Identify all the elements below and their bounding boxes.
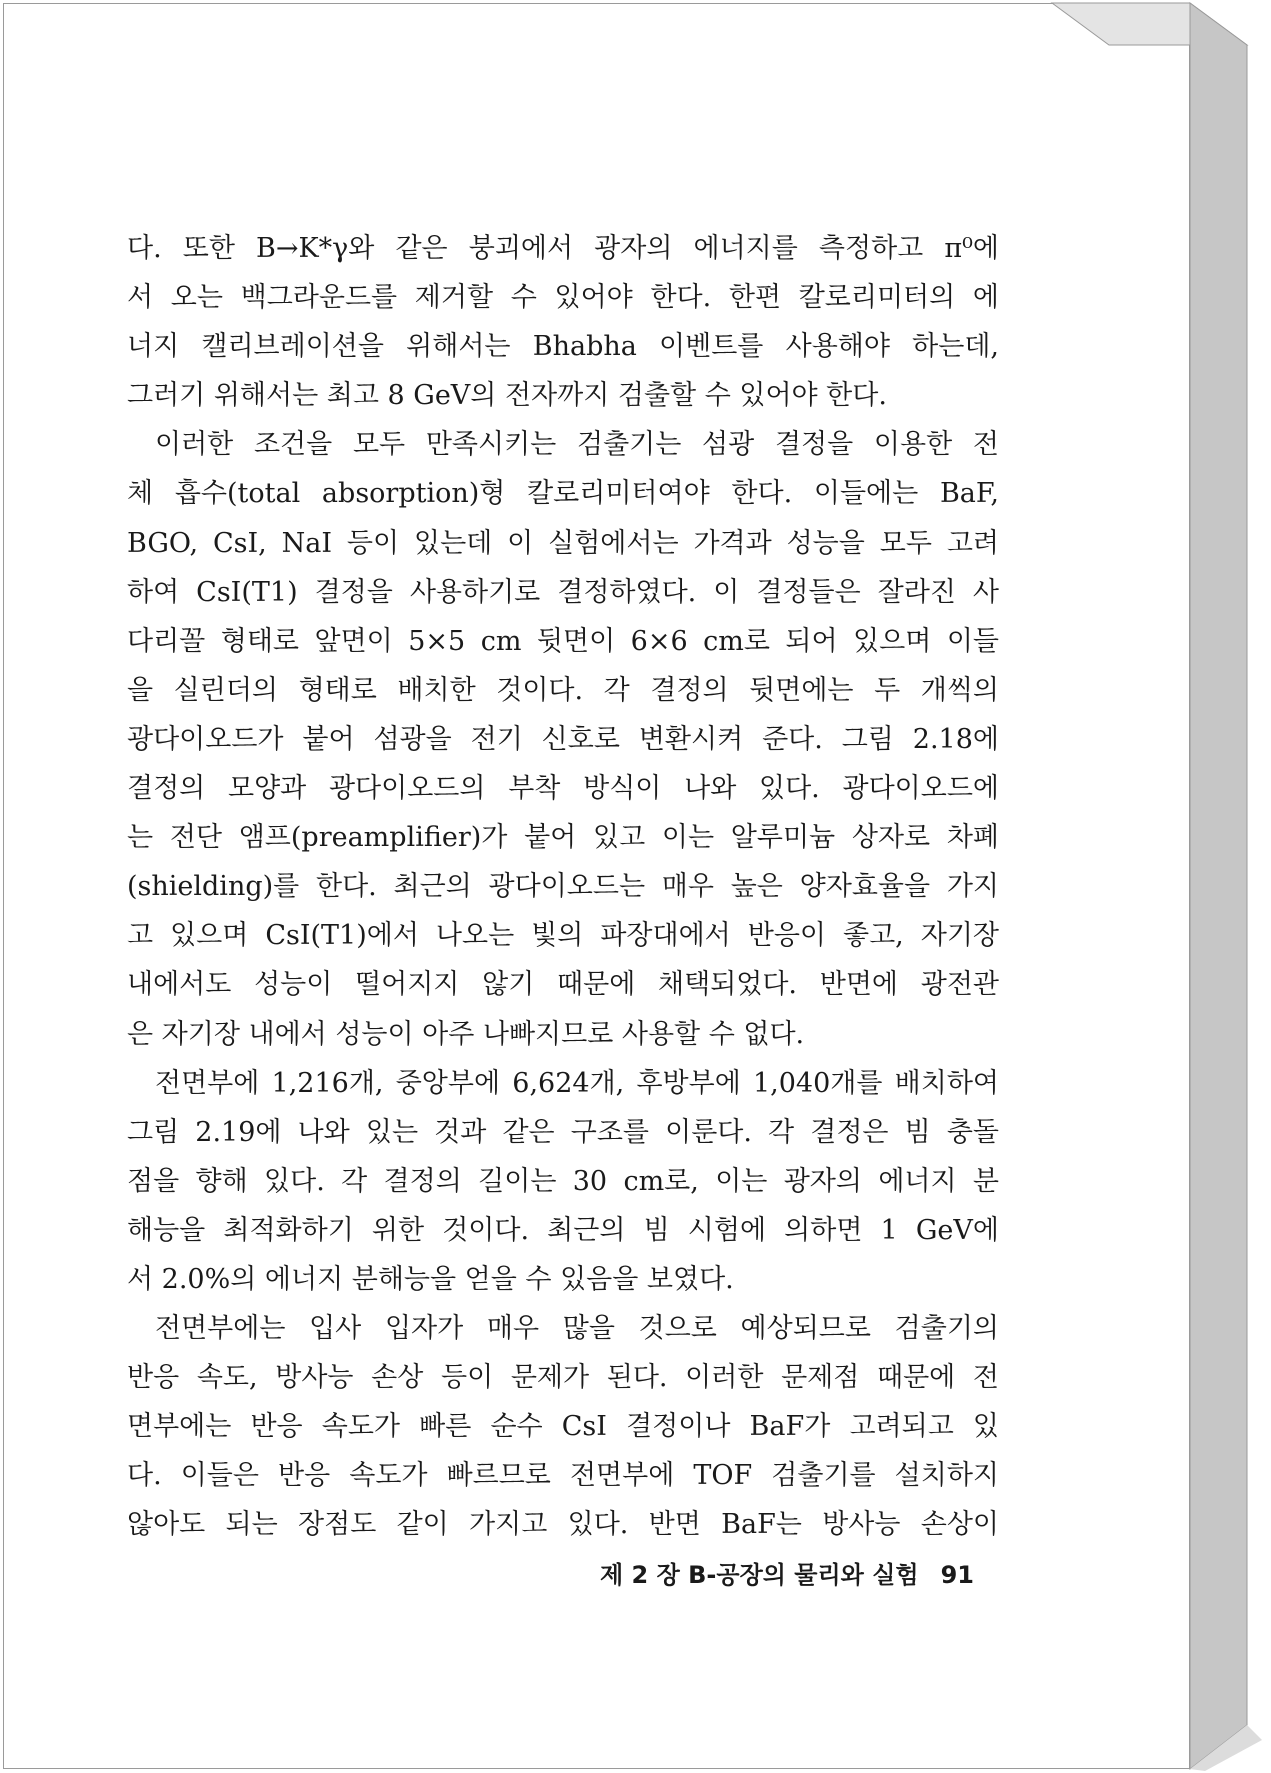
body-text — [127, 224, 999, 1550]
text-line: 너지 캘리브레이션을 위해서는 Bhabha 이벤트를 사용해야 하는데, — [127, 331, 999, 363]
text-line: 면부에는 반응 속도가 빠른 순수 CsI 결정이나 BaF가 고려되고 있 — [127, 1411, 999, 1443]
paragraph — [127, 224, 999, 420]
text-line: 체 흡수(total absorption)형 칼로리미터여야 한다. 이들에는 BaF, — [127, 478, 999, 510]
text-line: 광다이오드가 붙어 섬광을 전기 신호로 변환시켜 준다. 그림 2.18에 — [127, 723, 999, 755]
text-line: 결정의 모양과 광다이오드의 부착 방식이 나와 있다. 광다이오드에 — [127, 773, 999, 805]
text-line: 서 2.0%의 에너지 분해능을 얻을 수 있음을 보였다. — [127, 1263, 734, 1295]
text-line: 다. 또한 B→K*γ와 같은 붕괴에서 광자의 에너지를 측정하고 π⁰에 — [127, 233, 999, 264]
page-edge-bottom — [1190, 1725, 1262, 1771]
text-line: 서 오는 백그라운드를 제거할 수 있어야 한다. 한편 칼로리미터의 에 — [127, 282, 999, 314]
text-line: 이러한 조건을 모두 만족시키는 검출기는 섬광 결정을 이용한 전 — [155, 429, 999, 461]
text-line: 내에서도 성능이 떨어지지 않기 때문에 채택되었다. 반면에 광전관 — [127, 969, 999, 1001]
text-line: 그림 2.19에 나와 있는 것과 같은 구조를 이룬다. 각 결정은 빔 충돌 — [127, 1116, 999, 1148]
text-line: 점을 향해 있다. 각 결정의 길이는 30 cm로, 이는 광자의 에너지 분 — [127, 1165, 999, 1197]
chapter-title: 제 2 장 B-공장의 물리와 실험 — [600, 1561, 919, 1589]
text-line: 고 있으며 CsI(T1)에서 나오는 빛의 파장대에서 반응이 좋고, 자기장 — [127, 920, 999, 952]
text-line: 해능을 최적화하기 위한 것이다. 최근의 빔 시험에 의하면 1 GeV에 — [127, 1214, 999, 1246]
text-line: 전면부에 1,216개, 중앙부에 6,624개, 후방부에 1,040개를 배치하여 — [155, 1067, 999, 1099]
text-line: 않아도 되는 장점도 같이 가지고 있다. 반면 BaF는 방사능 손상이 — [127, 1509, 999, 1541]
text-line: BGO, CsI, NaI 등이 있는데 이 실험에서는 가격과 성능을 모두 고려 — [127, 527, 999, 559]
text-line: 는 전단 앰프(preamplifier)가 붙어 있고 이는 알루미늄 상자로 차폐 — [127, 822, 999, 854]
page-number: 91 — [940, 1561, 974, 1589]
text-line: 반응 속도, 방사능 손상 등이 문제가 된다. 이러한 문제점 때문에 전 — [127, 1362, 999, 1394]
text-line: 하여 CsI(T1) 결정을 사용하기로 결정하였다. 이 결정들은 잘라진 사 — [127, 576, 999, 608]
paragraph — [127, 420, 999, 1058]
paragraph — [127, 1304, 999, 1549]
text-line: 다. 이들은 반응 속도가 빠르므로 전면부에 TOF 검출기를 설치하지 — [127, 1460, 999, 1492]
paragraph — [127, 1059, 999, 1304]
page-edge-side — [1190, 3, 1247, 1769]
page-footer — [600, 1555, 974, 1590]
text-line: (shielding)를 한다. 최근의 광다이오드는 매우 높은 양자효율을 가지 — [127, 871, 999, 903]
text-line: 다리꼴 형태로 앞면이 5×5 cm 뒷면이 6×6 cm로 되어 있으며 이들 — [127, 625, 999, 657]
text-line: 을 실린더의 형태로 배치한 것이다. 각 결정의 뒷면에는 두 개씩의 — [127, 674, 999, 706]
text-line: 은 자기장 내에서 성능이 아주 나빠지므로 사용할 수 없다. — [127, 1018, 805, 1050]
text-line: 전면부에는 입사 입자가 매우 많을 것으로 예상되므로 검출기의 — [155, 1313, 999, 1345]
text-line: 그러기 위해서는 최고 8 GeV의 전자까지 검출할 수 있어야 한다. — [127, 380, 887, 412]
